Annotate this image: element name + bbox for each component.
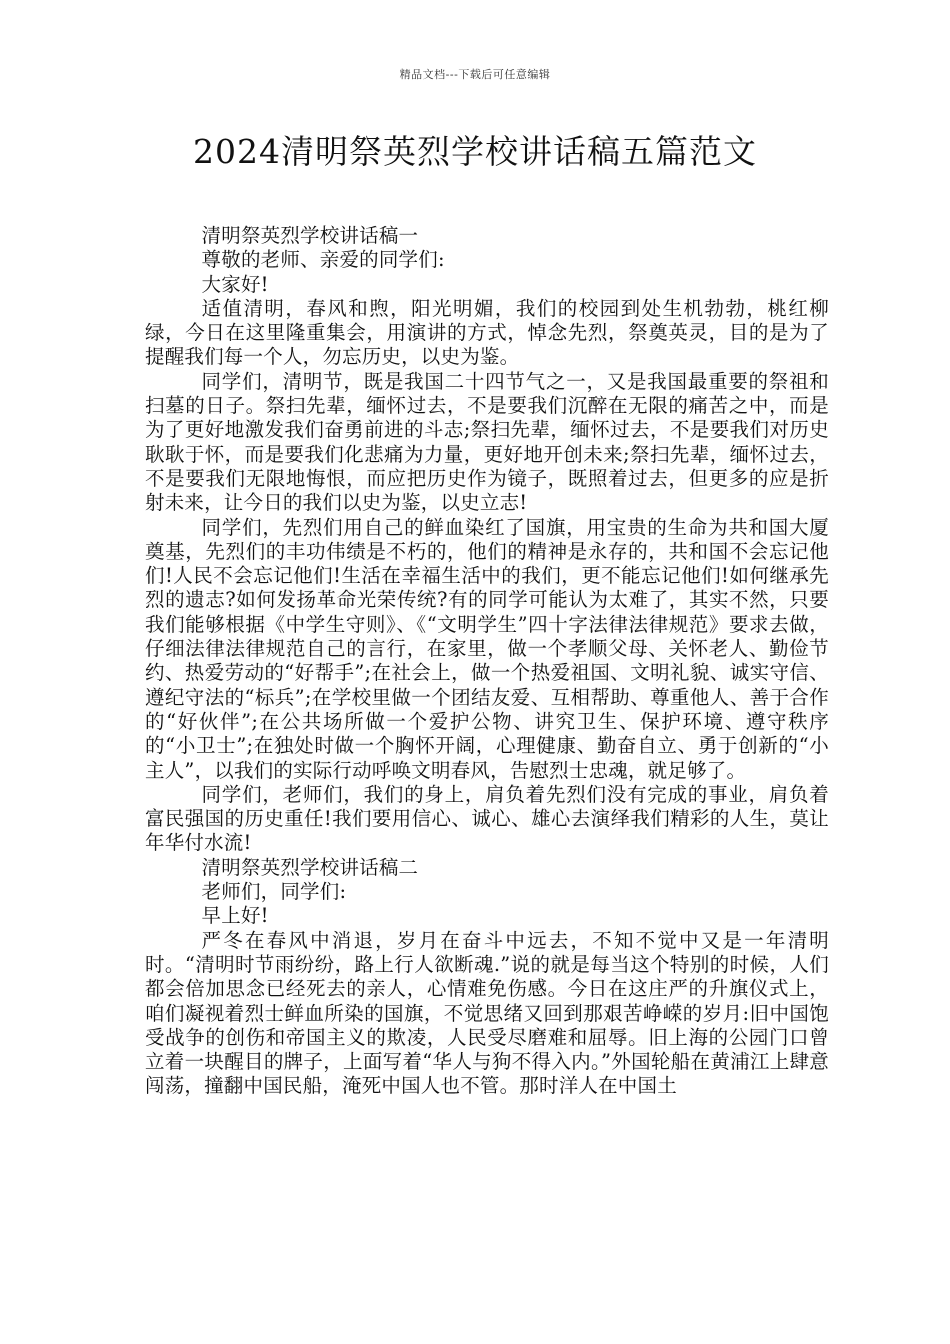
body-paragraph: 同学们，老师们，我们的身上，肩负着先烈们没有完成的事业，肩负着富民强国的历史重任!我们要用信心、诚心、雄心去演绎我们精彩的人生，莫让年华付水流! [145,782,829,855]
section-heading: 清明祭英烈学校讲话稿二 [201,855,419,879]
body-paragraph: 同学们，清明节，既是我国二十四节气之一，又是我国最重要的祭祖和扫墓的日子。祭扫先辈，缅怀过去，不是要我们沉醉在无限的痛苦之中，而是为了更好地激发我们奋勇前进的斗志;祭扫先辈，缅怀过去，不是要我们对历史耿耿于怀，而是要我们化悲痛为力量，更好地开创未来;祭扫先辈，缅怀过去，不是要我们无限地悔恨，而应把历史作为镜子，既照着过去，但更多的应是折射未来，让今日的我们以史为鉴，以史立志! [145,369,829,515]
body-paragraph: 同学们，先烈们用自己的鲜血染红了国旗，用宝贵的生命为共和国大厦奠基，先烈们的丰功伟绩是不朽的，他们的精神是永存的，共和国不会忘记他们!人民不会忘记他们!生活在幸福生活中的我们，更不能忘记他们!如何继承先烈的遗志?如何发扬革命光荣传统?有的同学可能认为太难了，其实不然，只要我们能够根据《中学生守则》、《“文明学生”四十字法律法律规范》要求去做，仔细法律法律规范自己的言行，在家里，做一个孝顺父母、关怀老人、勤俭节约、热爱劳动的“好帮手”;在社会上，做一个热爱祖国、文明礼貌、诚实守信、遵纪守法的“标兵”;在学校里做一个团结友爱、互相帮助、尊重他人、善于合作的“好伙伴”;在公共场所做一个爱护公物、讲究卫生、保护环境、遵守秩序的“小卫士”;在独处时做一个胸怀开阔，心理健康、勤奋自立、勇于创新的“小主人”，以我们的实际行动呼唤文明春风，告慰烈士忠魂，就足够了。 [145,515,829,782]
document-body [145,224,829,1099]
document-title: 2024清明祭英烈学校讲话稿五篇范文 [193,132,757,171]
salutation: 尊敬的老师、亲爱的同学们: [201,248,445,272]
body-paragraph: 适值清明，春风和煦，阳光明媚，我们的校园到处生机勃勃，桃红柳绿，今日在这里隆重集会，用演讲的方式，悼念先烈，祭奠英灵，目的是为了提醒我们每一个人，勿忘历史，以史为鉴。 [145,296,829,369]
salutation: 老师们，同学们: [201,880,347,904]
body-paragraph: 严冬在春风中消退，岁月在奋斗中远去，不知不觉中又是一年清明时。“清明时节雨纷纷，路上行人欲断魂.”说的就是每当这个特别的时候，人们都会倍加思念已经死去的亲人，心情难免伤感。今日在这庄严的升旗仪式上，咱们凝视着烈士鲜血所染的国旗，不觉思绪又回到那艰苦峥嵘的岁月:旧中国饱受战争的创伤和帝国主义的欺凌，人民受尽磨难和屈辱。旧上海的公园门口曾立着一块醒目的牌子，上面写着“华人与狗不得入内。”外国轮船在黄浦江上肆意闯荡，撞翻中国民船，淹死中国人也不管。那时洋人在中国土 [145,928,829,1098]
greeting: 大家好! [201,272,269,296]
header-note: 精品文档---下载后可任意编辑 [399,68,551,81]
greeting: 早上好! [201,904,269,928]
section-heading: 清明祭英烈学校讲话稿一 [201,224,419,247]
